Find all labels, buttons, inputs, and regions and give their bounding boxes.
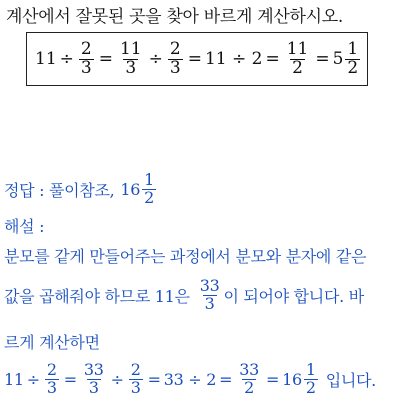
answer-whole: 16	[120, 179, 141, 199]
explanation-line-2	[4, 278, 364, 313]
question-text: 계산에서 잘못된 곳을 찾아 바르게 계산하시오.	[6, 7, 343, 27]
denominator: 3	[80, 57, 92, 78]
denominator: 3	[169, 57, 181, 78]
equals-sign: =	[187, 49, 202, 69]
divide-sign: ÷	[148, 49, 163, 69]
number: 11	[35, 49, 57, 69]
whole-number: 16	[282, 369, 302, 389]
wrong-calculation-box	[26, 32, 368, 86]
numerator: 33	[83, 360, 104, 379]
numerator: 2	[130, 360, 141, 379]
fraction	[237, 362, 261, 397]
denominator: 2	[305, 377, 316, 397]
equals-sign: =	[265, 49, 280, 69]
numerator: 11	[119, 38, 142, 59]
answer-fraction	[142, 172, 156, 207]
numerator: 1	[305, 360, 316, 379]
fraction	[129, 362, 143, 397]
denominator: 2	[244, 377, 255, 397]
numerator: 11	[286, 38, 309, 59]
denominator: 3	[130, 377, 141, 397]
fraction	[82, 362, 106, 397]
explanation-line-3: 르게 계산하면	[4, 333, 100, 352]
divide-sign: ÷	[26, 369, 40, 389]
equals-sign: =	[98, 49, 113, 69]
number: 11	[4, 369, 24, 389]
denominator: 3	[125, 57, 137, 78]
denominator: 2	[292, 57, 303, 78]
fraction	[198, 278, 222, 313]
expression: 11 ÷ 2	[204, 49, 263, 69]
fraction	[168, 38, 183, 78]
explanation-line-1: 분모를 같게 만들어주는 과정에서 분모와 분자에 같은	[4, 247, 367, 266]
divide-sign: ÷	[110, 369, 124, 389]
equals-sign: =	[63, 369, 77, 389]
numerator: 1	[144, 170, 155, 189]
fraction	[285, 38, 311, 78]
denominator: 3	[46, 377, 57, 397]
fraction	[118, 38, 144, 78]
expression: 33 ÷ 2	[163, 369, 217, 389]
fraction	[345, 38, 360, 78]
numerator: 2	[80, 38, 92, 59]
numerator: 2	[169, 38, 181, 59]
explanation-text: 값을 곱해줘야 하므로 11은	[4, 286, 190, 306]
denominator: 2	[144, 187, 155, 207]
correct-calculation	[4, 362, 376, 397]
denominator: 3	[88, 377, 99, 397]
equals-sign: =	[147, 369, 161, 389]
whole-number: 5	[332, 49, 344, 69]
numerator: 33	[199, 276, 220, 295]
numerator: 1	[347, 38, 359, 59]
answer-line	[4, 172, 158, 207]
explanation-label: 해설 :	[4, 217, 45, 236]
equals-sign: =	[315, 49, 330, 69]
equals-sign: =	[265, 369, 280, 389]
numerator: 2	[46, 360, 57, 379]
divide-sign: ÷	[59, 49, 74, 69]
sentence-ending: 입니다.	[325, 370, 376, 390]
denominator: 3	[204, 293, 215, 313]
fraction	[79, 38, 94, 78]
denominator: 2	[347, 57, 359, 78]
explanation-text: 이 되어야 합니다. 바	[223, 286, 364, 306]
numerator: 33	[239, 360, 259, 379]
fraction	[304, 362, 318, 397]
equals-sign: =	[219, 369, 233, 389]
answer-label: 정답 : 풀이참조,	[4, 180, 115, 200]
fraction	[45, 362, 59, 397]
